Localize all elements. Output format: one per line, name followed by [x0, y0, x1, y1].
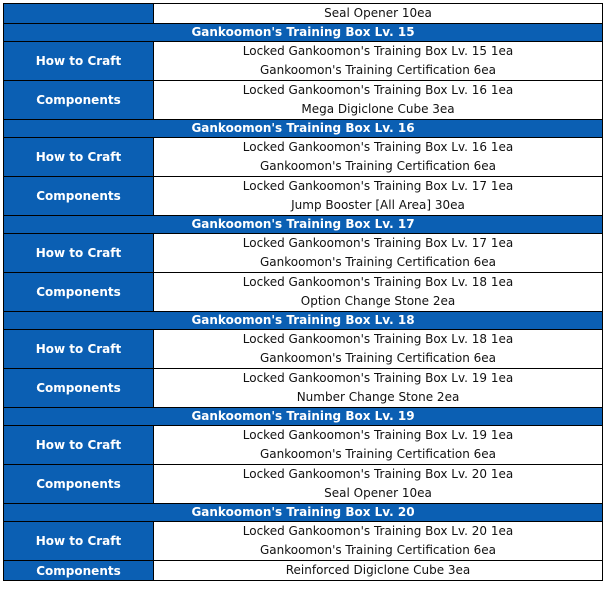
components-row: [4, 369, 603, 408]
components-row: [4, 465, 603, 504]
section-header-row: [4, 24, 603, 42]
value-cell: [154, 369, 603, 408]
top-partial-row: [4, 4, 603, 24]
components-label: Components: [4, 81, 154, 120]
value-line: Locked Gankoomon's Training Box Lv. 19 1ea: [242, 428, 514, 442]
value-line: Locked Gankoomon's Training Box Lv. 16 1ea: [242, 83, 514, 97]
top-label-cell: [4, 4, 154, 24]
value-line: Gankoomon's Training Certification 6ea: [259, 351, 497, 365]
components-label: Components: [4, 465, 154, 504]
value-line: Locked Gankoomon's Training Box Lv. 20 1ea: [242, 524, 514, 538]
value-cell: [154, 177, 603, 216]
value-line: Locked Gankoomon's Training Box Lv. 18 1ea: [242, 275, 514, 289]
section-header-row: [4, 216, 603, 234]
how-to-craft-label: How to Craft: [4, 522, 154, 561]
crafting-table-body: [4, 4, 603, 581]
section-header-row: [4, 408, 603, 426]
how-to-craft-label: How to Craft: [4, 42, 154, 81]
value-line: Gankoomon's Training Certification 6ea: [259, 447, 497, 461]
value-line: Reinforced Digiclone Cube 3ea: [285, 563, 471, 577]
section-header-row: [4, 504, 603, 522]
components-row: [4, 177, 603, 216]
how-to-craft-row: [4, 330, 603, 369]
value-line: Locked Gankoomon's Training Box Lv. 17 1ea: [242, 179, 514, 193]
value-cell: [154, 234, 603, 273]
value-cell: [154, 465, 603, 504]
value-line: Gankoomon's Training Certification 6ea: [259, 255, 497, 269]
components-label: Components: [4, 369, 154, 408]
crafting-table: [3, 3, 603, 581]
how-to-craft-row: [4, 42, 603, 81]
value-line: Locked Gankoomon's Training Box Lv. 15 1ea: [242, 44, 514, 58]
section-header-row: [4, 120, 603, 138]
section-title: Gankoomon's Training Box Lv. 19: [4, 408, 603, 426]
value-line: Seal Opener 10ea: [324, 486, 432, 500]
value-line: Jump Booster [All Area] 30ea: [291, 198, 465, 212]
components-label: Components: [4, 177, 154, 216]
how-to-craft-row: [4, 138, 603, 177]
section-title: Gankoomon's Training Box Lv. 20: [4, 504, 603, 522]
value-line: Locked Gankoomon's Training Box Lv. 19 1ea: [242, 371, 514, 385]
how-to-craft-label: How to Craft: [4, 234, 154, 273]
value-line: Mega Digiclone Cube 3ea: [301, 102, 455, 116]
value-line: Locked Gankoomon's Training Box Lv. 18 1ea: [242, 332, 514, 346]
value-line: Option Change Stone 2ea: [300, 294, 456, 308]
how-to-craft-row: [4, 426, 603, 465]
how-to-craft-row: [4, 234, 603, 273]
section-title: Gankoomon's Training Box Lv. 17: [4, 216, 603, 234]
value-cell: [154, 522, 603, 561]
value-line: Gankoomon's Training Certification 6ea: [259, 63, 497, 77]
top-value-cell: Seal Opener 10ea: [154, 4, 603, 24]
components-row: [4, 273, 603, 312]
section-header-row: [4, 312, 603, 330]
how-to-craft-row: [4, 522, 603, 561]
components-row: [4, 561, 603, 581]
value-line: Locked Gankoomon's Training Box Lv. 17 1ea: [242, 236, 514, 250]
how-to-craft-label: How to Craft: [4, 330, 154, 369]
components-label: Components: [4, 273, 154, 312]
value-cell: [154, 42, 603, 81]
value-cell: [154, 330, 603, 369]
section-title: Gankoomon's Training Box Lv. 18: [4, 312, 603, 330]
value-cell: [154, 426, 603, 465]
value-line: Locked Gankoomon's Training Box Lv. 16 1ea: [242, 140, 514, 154]
value-line: Locked Gankoomon's Training Box Lv. 20 1ea: [242, 467, 514, 481]
how-to-craft-label: How to Craft: [4, 426, 154, 465]
section-title: Gankoomon's Training Box Lv. 16: [4, 120, 603, 138]
value-cell: [154, 273, 603, 312]
components-label: Components: [4, 561, 154, 581]
value-line: Gankoomon's Training Certification 6ea: [259, 159, 497, 173]
value-line: Gankoomon's Training Certification 6ea: [259, 543, 497, 557]
value-cell: [154, 81, 603, 120]
value-cell: [154, 561, 603, 581]
section-title: Gankoomon's Training Box Lv. 15: [4, 24, 603, 42]
how-to-craft-label: How to Craft: [4, 138, 154, 177]
components-row: [4, 81, 603, 120]
value-cell: [154, 138, 603, 177]
value-line: Number Change Stone 2ea: [296, 390, 460, 404]
